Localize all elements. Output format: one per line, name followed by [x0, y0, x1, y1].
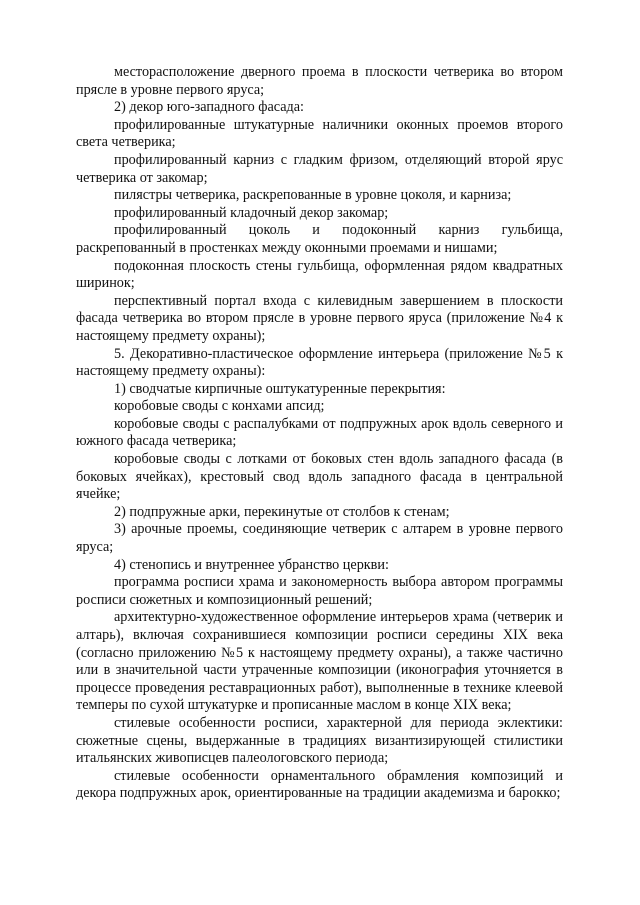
paragraph: месторасположение дверного проема в плоскости четверика во втором прясле в уровне первого яруса;: [76, 64, 563, 98]
paragraph: профилированный кладочный декор закомар;: [114, 204, 389, 221]
paragraph: архитектурно-художественное оформление интерьеров храма (четверик и алтарь), включая сохранившиеся композиции росписи середины XIX века (согласно приложению №5 к настоящему предмету охраны), а также частично или в значительной части утраченные композиции (иконография уточняется в процессе проведения реставрационных работ), выполненные в технике клеевой темперы по сухой штукатурке и прописанные маслом в конце XIX века;: [76, 609, 563, 714]
paragraph: 1) сводчатые кирпичные оштукатуренные перекрытия:: [114, 380, 446, 397]
paragraph: подоконная плоскость стены гульбища, оформленная рядом квадратных ширинок;: [76, 257, 563, 292]
paragraph: перспективный портал входа с килевидным завершением в плоскости фасада четверика во втором прясле в уровне первого яруса (приложение №4 к настоящему предмету охраны);: [76, 292, 563, 344]
paragraph: 5. Декоративно-пластическое оформление интерьера (приложение №5 к настоящему предмету охраны):: [76, 345, 563, 380]
paragraph: стилевые особенности росписи, характерной для периода эклектики: сюжетные сцены, выдержанные в традициях византизирующей стилистики итальянских живописцев палеологовского периода;: [76, 714, 563, 767]
paragraph: профилированные штукатурные наличники оконных проемов второго света четверика;: [76, 116, 563, 151]
paragraph: 4) стенопись и внутреннее убранство церкви:: [114, 556, 389, 573]
paragraph: профилированный цоколь и подоконный карниз гульбища, раскрепованный в простенках между оконными проемами и нишами;: [76, 222, 563, 256]
document-page: [76, 64, 563, 803]
paragraph: 2) декор юго-западного фасада:: [114, 99, 304, 116]
paragraph: коробовые своды с лотками от боковых стен вдоль западного фасада (в боковых ячейках), крестовый свод вдоль западного фасада в центральной ячейке;: [76, 451, 563, 503]
paragraph: коробовые своды с конхами апсид;: [114, 398, 325, 415]
paragraph: стилевые особенности орнаментального обрамления композиций и декора подпружных арок, ориентированные на традиции академизма и барокко;: [76, 767, 563, 802]
paragraph: коробовые своды с распалубками от подпружных арок вдоль северного и южного фасада четверика;: [76, 415, 563, 450]
paragraph: 3) арочные проемы, соединяющие четверик с алтарем в уровне первого яруса;: [76, 521, 563, 556]
paragraph: 2) подпружные арки, перекинутые от столбов к стенам;: [114, 503, 450, 520]
paragraph: профилированный карниз с гладким фризом, отделяющий второй ярус четверика от закомар;: [76, 151, 563, 186]
paragraph: пилястры четверика, раскрепованные в уровне цоколя, и карниза;: [114, 187, 512, 204]
paragraph: программа росписи храма и закономерность выбора автором программы росписи сюжетных и композиционный решений;: [76, 574, 563, 608]
